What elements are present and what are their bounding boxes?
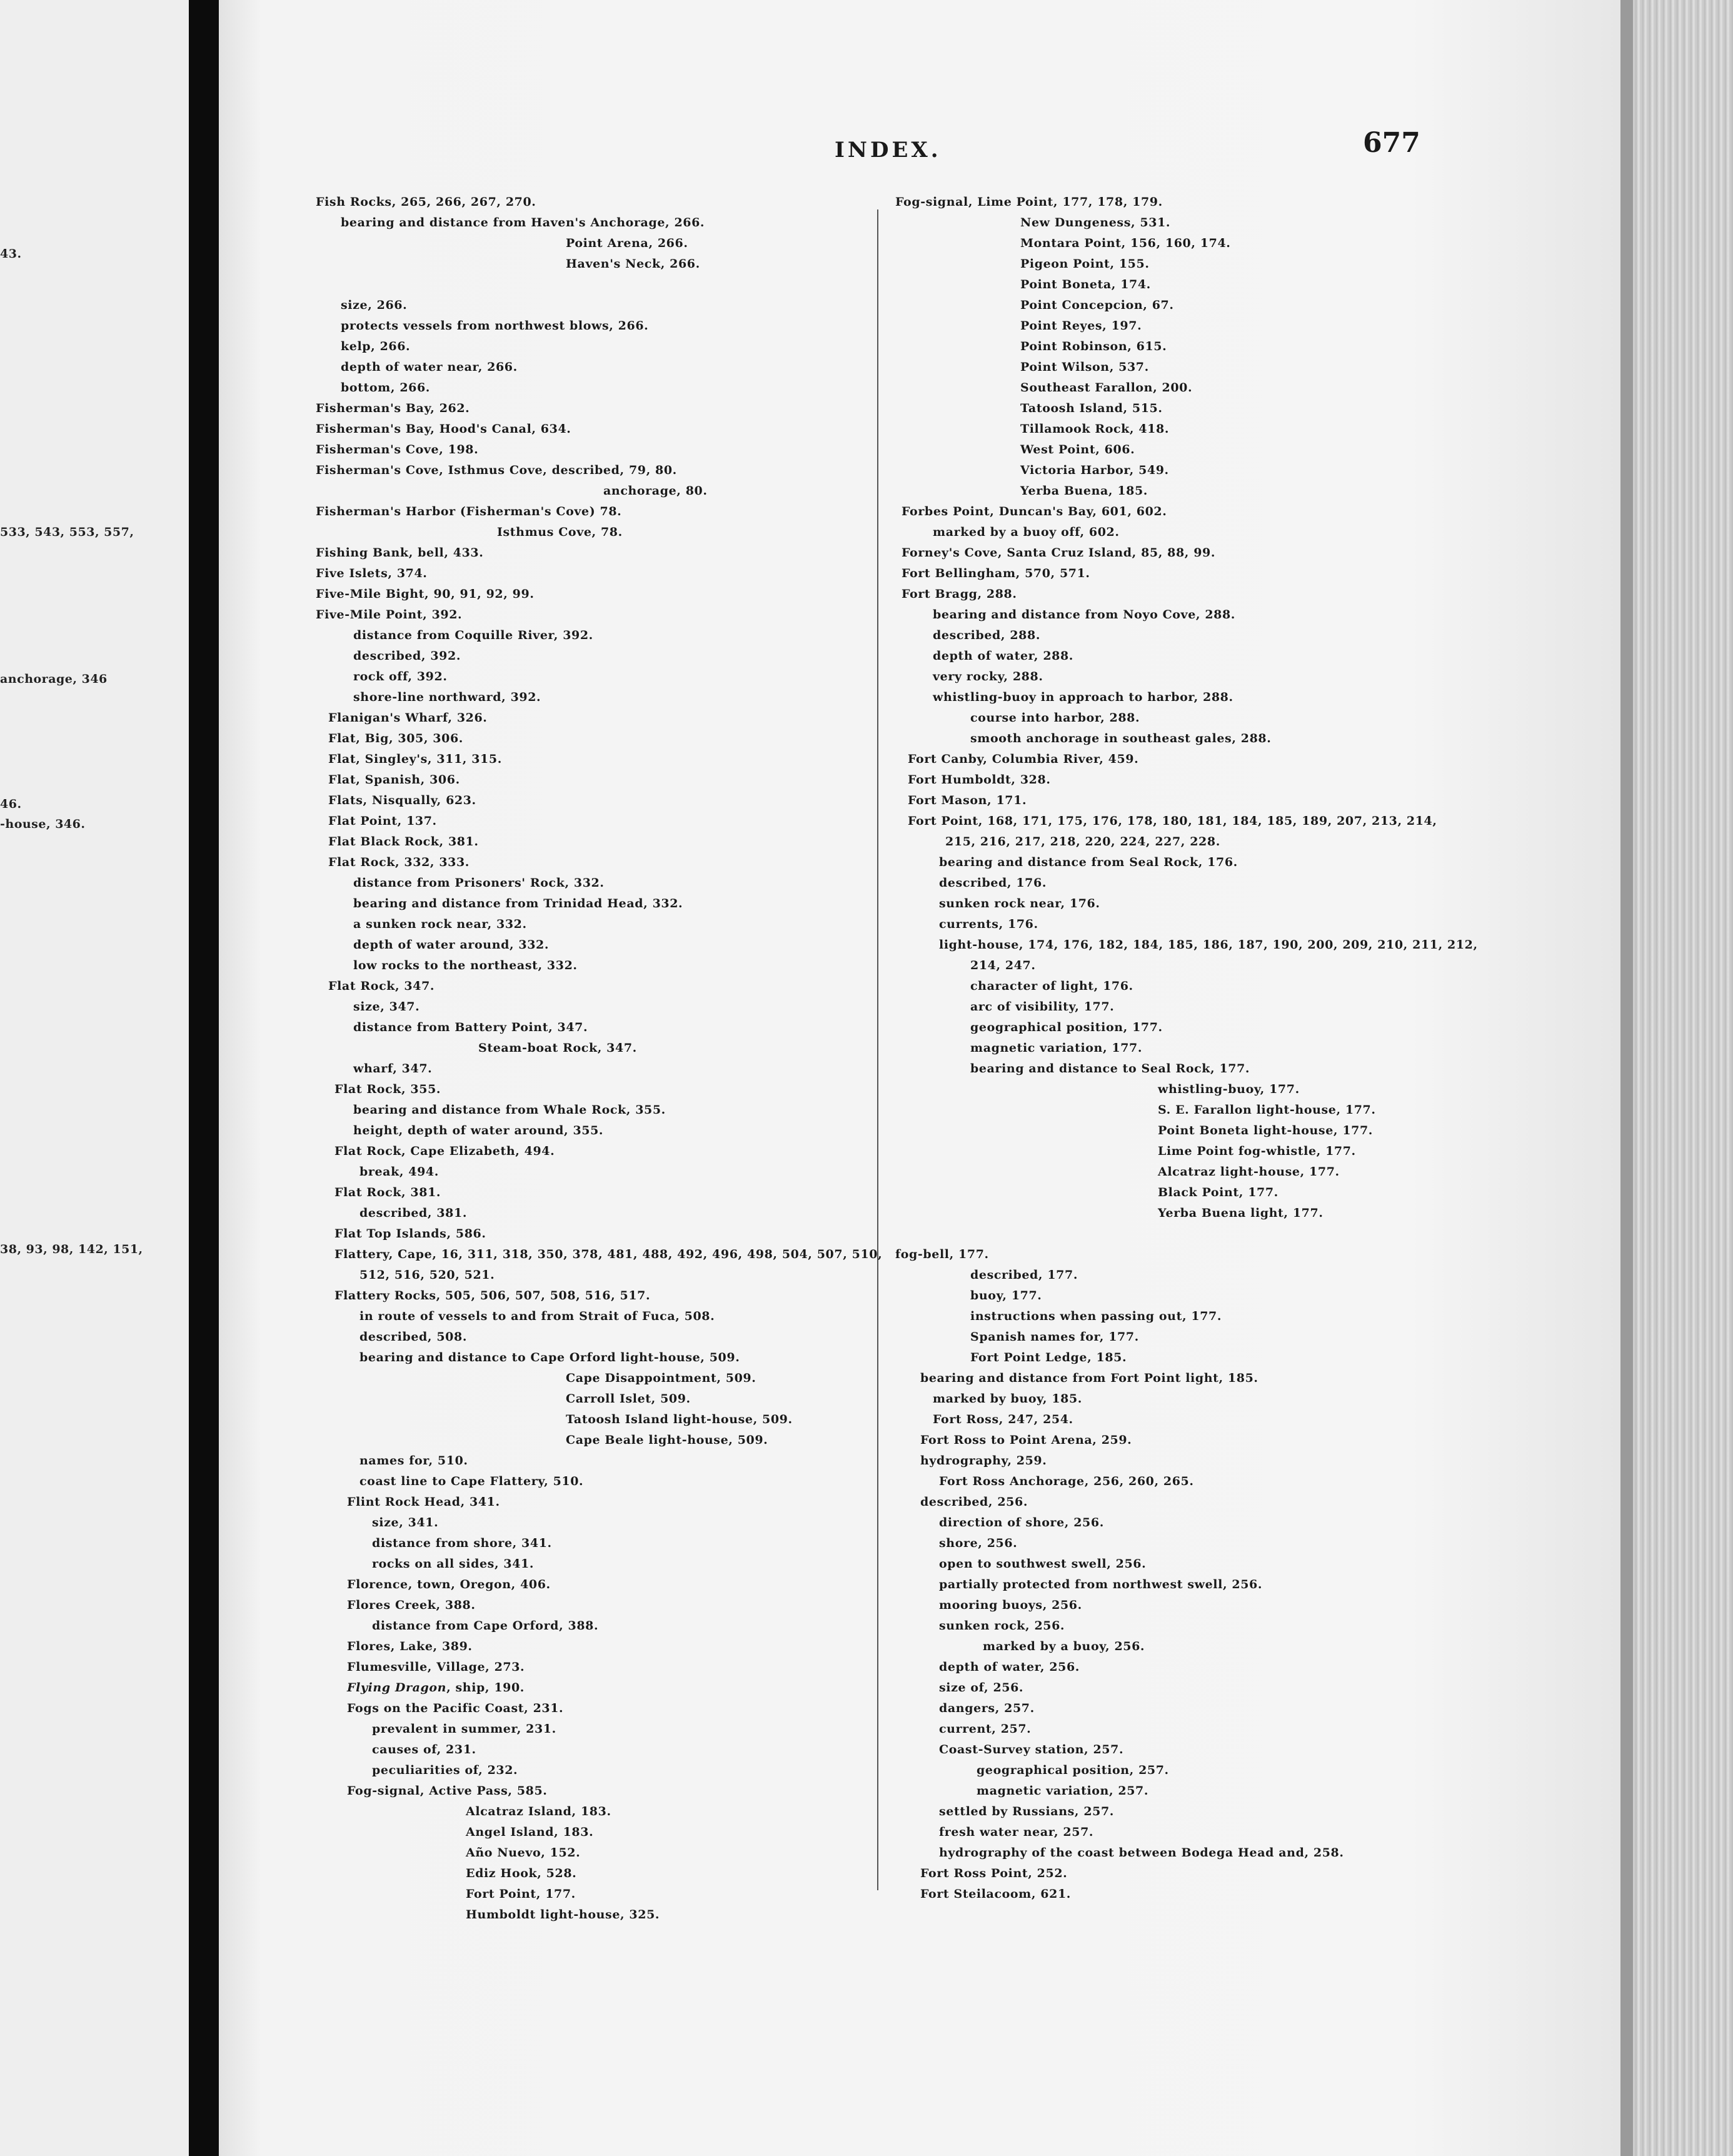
index-entry: low rocks to the northeast, 332. <box>353 959 578 972</box>
index-entry: Flat Rock, 347. <box>328 979 435 993</box>
index-entry: currents, 176. <box>939 917 1038 931</box>
index-entry: depth of water, 256. <box>939 1660 1080 1674</box>
index-entry: West Point, 606. <box>1020 443 1135 456</box>
index-entry: Fish Rocks, 265, 266, 267, 270. <box>316 195 536 209</box>
index-entry: peculiarities of, 232. <box>372 1763 518 1777</box>
index-entry: Alcatraz Island, 183. <box>466 1805 611 1818</box>
index-entry: Fort Bellingham, 570, 571. <box>902 567 1090 580</box>
index-entry: whistling-buoy, 177. <box>1158 1082 1300 1096</box>
index-column-left <box>316 192 891 1925</box>
index-entry: Flat Black Rock, 381. <box>328 835 479 849</box>
index-entry: Flat, Singley's, 311, 315. <box>328 752 502 766</box>
index-entry: Fort Bragg, 288. <box>902 587 1017 601</box>
index-entry: Forney's Cove, Santa Cruz Island, 85, 88, 99. <box>902 546 1216 560</box>
index-entry: Flat Rock, 381. <box>334 1186 441 1199</box>
index-entry: dangers, 257. <box>939 1701 1035 1715</box>
index-entry: Flattery Rocks, 505, 506, 507, 508, 516, 517. <box>334 1289 651 1302</box>
index-entry: bearing and distance from Haven's Anchorage, 266. <box>341 216 705 229</box>
index-entry: Flying Dragon, ship, 190. <box>347 1681 525 1695</box>
index-entry: Fog-signal, Active Pass, 585. <box>347 1784 548 1798</box>
index-entry: Cape Beale light-house, 509. <box>566 1433 768 1447</box>
index-entry: Yerba Buena light, 177. <box>1158 1206 1324 1220</box>
index-entry: Cape Disappointment, 509. <box>566 1371 756 1385</box>
index-entry: Flats, Nisqually, 623. <box>328 793 476 807</box>
index-entry: kelp, 266. <box>341 340 411 353</box>
index-entry: Carroll Islet, 509. <box>566 1392 691 1406</box>
index-entry: Flat, Spanish, 306. <box>328 773 460 787</box>
index-entry: Spanish names for, 177. <box>970 1330 1139 1344</box>
index-entry: distance from shore, 341. <box>372 1536 552 1550</box>
index-entry: Fisherman's Cove, Isthmus Cove, described, 79, 80. <box>316 463 677 477</box>
index-entry: character of light, 176. <box>970 979 1133 993</box>
index-entry: in route of vessels to and from Strait of Fuca, 508. <box>359 1309 715 1323</box>
index-entry: whistling-buoy in approach to harbor, 288. <box>933 690 1233 704</box>
index-entry: sunken rock near, 176. <box>939 897 1100 910</box>
index-entry: Haven's Neck, 266. <box>566 257 700 271</box>
index-entry <box>316 275 891 295</box>
index-entry: course into harbor, 288. <box>970 711 1140 725</box>
index-entry: described, 177. <box>970 1268 1078 1282</box>
index-entry: magnetic variation, 257. <box>977 1784 1149 1798</box>
book-gutter <box>189 0 219 2156</box>
index-entry: settled by Russians, 257. <box>939 1805 1115 1818</box>
index-entry: bearing and distance from Trinidad Head, 332. <box>353 897 683 910</box>
index-entry: size, 341. <box>372 1516 439 1529</box>
index-entry: distance from Prisoners' Rock, 332. <box>353 876 605 890</box>
index-entry: geographical position, 257. <box>977 1763 1169 1777</box>
index-entry: marked by a buoy, 256. <box>983 1640 1145 1653</box>
index-entry: described, 288. <box>933 628 1041 642</box>
index-entry: bearing and distance from Noyo Cove, 288. <box>933 608 1235 622</box>
index-entry: Flat Rock, 332, 333. <box>328 855 470 869</box>
index-entry: Tillamook Rock, 418. <box>1020 422 1170 436</box>
index-entry: mooring buoys, 256. <box>939 1598 1082 1612</box>
index-entry: S. E. Farallon light-house, 177. <box>1158 1103 1376 1117</box>
index-entry: Ediz Hook, 528. <box>466 1866 577 1880</box>
index-entry: Point Wilson, 537. <box>1020 360 1149 374</box>
index-entry: Point Robinson, 615. <box>1020 340 1167 353</box>
index-entry: 214, 247. <box>970 959 1036 972</box>
index-entry: Five-Mile Bight, 90, 91, 92, 99. <box>316 587 535 601</box>
index-entry: protects vessels from northwest blows, 266. <box>341 319 649 333</box>
left-fragment: 533, 543, 553, 557, <box>0 525 134 539</box>
index-entry: depth of water near, 266. <box>341 360 518 374</box>
index-entry: instructions when passing out, 177. <box>970 1309 1222 1323</box>
index-entry: described, 381. <box>359 1206 468 1220</box>
index-entry: Fort Point, 168, 171, 175, 176, 178, 180, 181, 184, 185, 189, 207, 213, 214, <box>908 814 1437 828</box>
index-entry: Flattery, Cape, 16, 311, 318, 350, 378, 481, 488, 492, 496, 498, 504, 507, 510, <box>334 1247 883 1261</box>
index-entry: magnetic variation, 177. <box>970 1041 1143 1055</box>
index-entry: size, 266. <box>341 298 408 312</box>
index-entry: bearing and distance from Whale Rock, 355. <box>353 1103 666 1117</box>
index-entry: distance from Cape Orford, 388. <box>372 1619 599 1633</box>
index-entry: Flat Rock, Cape Elizabeth, 494. <box>334 1144 555 1158</box>
index-entry: Southeast Farallon, 200. <box>1020 381 1193 395</box>
index-entry: Flat, Big, 305, 306. <box>328 732 463 745</box>
index-entry: Flat Point, 137. <box>328 814 437 828</box>
index-entry: Flores Creek, 388. <box>347 1598 476 1612</box>
index-entry: fog-bell, 177. <box>895 1247 989 1261</box>
index-entry: Fort Mason, 171. <box>908 793 1027 807</box>
index-entry: rock off, 392. <box>353 670 448 683</box>
index-entry <box>895 1224 1470 1244</box>
index-entry: Steam-boat Rock, 347. <box>478 1041 637 1055</box>
index-entry: bearing and distance to Seal Rock, 177. <box>970 1062 1250 1075</box>
index-entry: Fort Ross to Point Arena, 259. <box>920 1433 1132 1447</box>
index-entry: partially protected from northwest swell, 256. <box>939 1578 1263 1591</box>
index-entry: Fog-signal, Lime Point, 177, 178, 179. <box>895 195 1163 209</box>
index-entry: described, 508. <box>359 1330 468 1344</box>
index-entry: Fort Ross Point, 252. <box>920 1866 1068 1880</box>
index-entry: Yerba Buena, 185. <box>1020 484 1148 498</box>
index-column-right <box>895 192 1478 1905</box>
index-entry: distance from Coquille River, 392. <box>353 628 593 642</box>
index-entry: coast line to Cape Flattery, 510. <box>359 1474 584 1488</box>
index-entry: Tatoosh Island light-house, 509. <box>566 1413 793 1426</box>
page-edge-shadow <box>1620 0 1633 2156</box>
index-entry: very rocky, 288. <box>933 670 1043 683</box>
index-entry: Flat Rock, 355. <box>334 1082 441 1096</box>
index-entry: Angel Island, 183. <box>466 1825 594 1839</box>
left-fragment: 38, 93, 98, 142, 151, <box>0 1242 143 1256</box>
index-entry: Flores, Lake, 389. <box>347 1640 473 1653</box>
index-entry: Fisherman's Bay, 262. <box>316 401 470 415</box>
running-head: INDEX. <box>835 138 942 163</box>
index-entry: Forbes Point, Duncan's Bay, 601, 602. <box>902 505 1167 518</box>
index-entry: size, 347. <box>353 1000 420 1014</box>
index-entry: Point Boneta, 174. <box>1020 278 1151 291</box>
index-entry: 512, 516, 520, 521. <box>359 1268 495 1282</box>
index-entry: direction of shore, 256. <box>939 1516 1104 1529</box>
index-entry: causes of, 231. <box>372 1743 476 1756</box>
index-entry: hydrography of the coast between Bodega Head and, 258. <box>939 1846 1344 1860</box>
index-entry: Flat Top Islands, 586. <box>334 1227 486 1241</box>
index-entry: Point Reyes, 197. <box>1020 319 1142 333</box>
index-entry: open to southwest swell, 256. <box>939 1557 1147 1571</box>
index-entry: Fishing Bank, bell, 433. <box>316 546 484 560</box>
index-entry: arc of visibility, 177. <box>970 1000 1115 1014</box>
index-entry: names for, 510. <box>359 1454 468 1468</box>
index-entry: Fogs on the Pacific Coast, 231. <box>347 1701 564 1715</box>
index-entry: Five Islets, 374. <box>316 567 428 580</box>
index-entry: Fort Point, 177. <box>466 1887 576 1901</box>
index-entry: Florence, town, Oregon, 406. <box>347 1578 551 1591</box>
index-entry: Coast-Survey station, 257. <box>939 1743 1124 1756</box>
page-edges <box>1620 0 1733 2156</box>
index-entry: current, 257. <box>939 1722 1032 1736</box>
index-entry: Pigeon Point, 155. <box>1020 257 1150 271</box>
index-entry: Fort Steilacoom, 621. <box>920 1887 1071 1901</box>
index-entry: Año Nuevo, 152. <box>466 1846 581 1860</box>
index-entry: described, 256. <box>920 1495 1028 1509</box>
index-entry: depth of water around, 332. <box>353 938 550 952</box>
index-entry: Isthmus Cove, 78. <box>497 525 623 539</box>
index-entry: sunken rock, 256. <box>939 1619 1065 1633</box>
index-entry: prevalent in summer, 231. <box>372 1722 556 1736</box>
index-entry: geographical position, 177. <box>970 1020 1163 1034</box>
index-entry: a sunken rock near, 332. <box>353 917 527 931</box>
index-entry: size of, 256. <box>939 1681 1024 1695</box>
page-number: 677 <box>1363 127 1420 159</box>
index-entry: break, 494. <box>359 1165 439 1179</box>
index-entry: Montara Point, 156, 160, 174. <box>1020 236 1231 250</box>
index-entry: Fisherman's Bay, Hood's Canal, 634. <box>316 422 571 436</box>
left-fragment: 43. <box>0 247 22 261</box>
index-entry: buoy, 177. <box>970 1289 1042 1302</box>
index-entry: Fort Canby, Columbia River, 459. <box>908 752 1139 766</box>
index-entry: Point Concepcion, 67. <box>1020 298 1174 312</box>
index-entry: Victoria Harbor, 549. <box>1020 463 1169 477</box>
index-entry: depth of water, 288. <box>933 649 1073 663</box>
index-entry: Fort Ross, 247, 254. <box>933 1413 1073 1426</box>
index-entry: Tatoosh Island, 515. <box>1020 401 1163 415</box>
index-entry: shore, 256. <box>939 1536 1018 1550</box>
index-entry: wharf, 347. <box>353 1062 433 1075</box>
index-entry: Humboldt light-house, 325. <box>466 1908 660 1922</box>
index-entry: described, 392. <box>353 649 461 663</box>
index-entry: anchorage, 80. <box>603 484 708 498</box>
index-entry: Five-Mile Point, 392. <box>316 608 463 622</box>
index-entry: light-house, 174, 176, 182, 184, 185, 186, 187, 190, 200, 209, 210, 211, 212, <box>939 938 1478 952</box>
index-entry: hydrography, 259. <box>920 1454 1047 1468</box>
left-page <box>0 0 189 2156</box>
index-entry: Alcatraz light-house, 177. <box>1158 1165 1340 1179</box>
index-entry: shore-line northward, 392. <box>353 690 541 704</box>
index-entry: Fisherman's Cove, 198. <box>316 443 479 456</box>
index-entry: New Dungeness, 531. <box>1020 216 1171 229</box>
index-entry: Fort Humboldt, 328. <box>908 773 1051 787</box>
index-entry: Point Arena, 266. <box>566 236 688 250</box>
index-entry: Point Boneta light-house, 177. <box>1158 1124 1373 1137</box>
index-entry: smooth anchorage in southeast gales, 288. <box>970 732 1272 745</box>
left-fragment: -house, 346. <box>0 817 86 831</box>
index-entry: Black Point, 177. <box>1158 1186 1278 1199</box>
index-entry: marked by a buoy off, 602. <box>933 525 1120 539</box>
index-entry: rocks on all sides, 341. <box>372 1557 535 1571</box>
index-entry: bottom, 266. <box>341 381 430 395</box>
index-entry: height, depth of water around, 355. <box>353 1124 604 1137</box>
index-entry: Fisherman's Harbor (Fisherman's Cove) 78. <box>316 505 622 518</box>
index-entry: bearing and distance from Fort Point light, 185. <box>920 1371 1258 1385</box>
left-fragment: anchorage, 346 <box>0 672 108 686</box>
index-entry: marked by buoy, 185. <box>933 1392 1083 1406</box>
index-entry: Fort Point Ledge, 185. <box>970 1351 1127 1364</box>
index-entry: Lime Point fog-whistle, 177. <box>1158 1144 1356 1158</box>
index-entry: Flumesville, Village, 273. <box>347 1660 525 1674</box>
left-fragment: 46. <box>0 797 22 811</box>
index-entry: fresh water near, 257. <box>939 1825 1094 1839</box>
index-entry: described, 176. <box>939 876 1047 890</box>
index-entry: distance from Battery Point, 347. <box>353 1020 588 1034</box>
index-entry: bearing and distance from Seal Rock, 176. <box>939 855 1238 869</box>
index-entry: Fort Ross Anchorage, 256, 260, 265. <box>939 1474 1194 1488</box>
index-entry: Flanigan's Wharf, 326. <box>328 711 488 725</box>
index-entry: 215, 216, 217, 218, 220, 224, 227, 228. <box>945 835 1220 849</box>
index-entry: Flint Rock Head, 341. <box>347 1495 500 1509</box>
index-entry: bearing and distance to Cape Orford light-house, 509. <box>359 1351 740 1364</box>
